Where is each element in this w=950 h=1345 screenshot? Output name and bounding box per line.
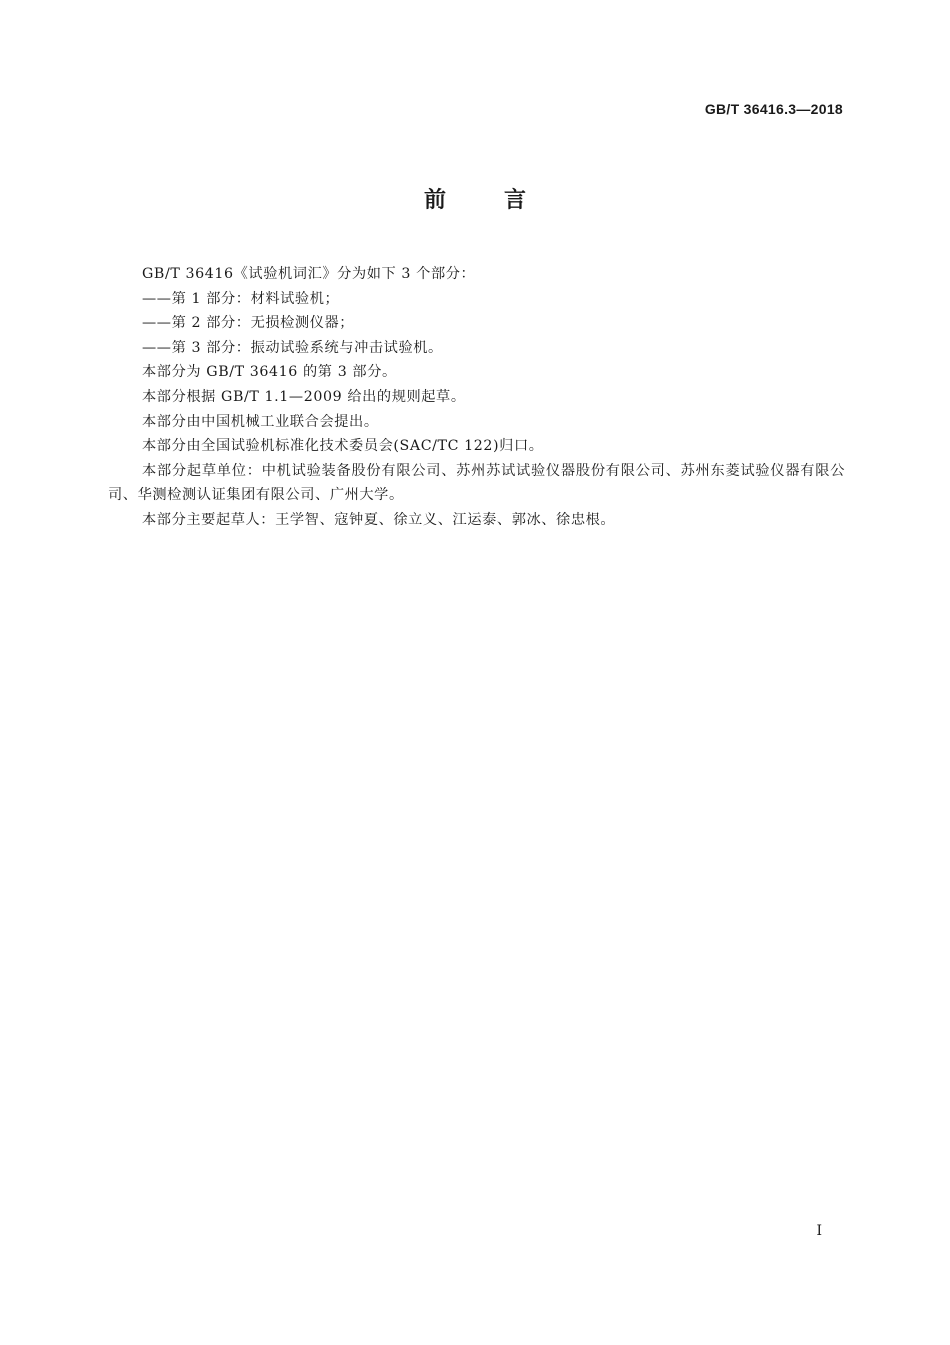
paragraph-drafting-rules: 本部分根据 GB/T 1.1—2009 给出的规则起草。 [142, 388, 466, 405]
standard-code: GB/T 36416.3—2018 [704, 101, 843, 117]
list-item-part-1: ——第 1 部分：材料试验机； [142, 290, 340, 307]
list-item-part-2: ——第 2 部分：无损检测仪器； [142, 315, 355, 332]
paragraph-centralized-by: 本部分由全国试验机标准化技术委员会(SAC/TC 122)归口。 [142, 438, 544, 455]
page-number: I [816, 1223, 822, 1239]
paragraph-proposed-by: 本部分由中国机械工业联合会提出。 [142, 413, 379, 430]
page-title: 前言 [423, 188, 584, 213]
paragraph-this-part: 本部分为 GB/T 36416 的第 3 部分。 [142, 364, 397, 381]
foreword-body [108, 262, 845, 533]
paragraph-series-intro: GB/T 36416《试验机词汇》分为如下 3 个部分： [142, 266, 476, 282]
list-item-part-3: ——第 3 部分：振动试验系统与冲击试验机。 [142, 339, 443, 356]
paragraph-drafting-units: 本部分起草单位：中机试验装备股份有限公司、苏州苏试试验仪器股份有限公司、苏州东菱试验仪器有限公司、华测检测认证集团有限公司、广州大学。 [108, 462, 845, 504]
paragraph-main-drafters: 本部分主要起草人：王学智、寇钟夏、徐立义、江运泰、郭冰、徐忠根。 [142, 511, 616, 528]
